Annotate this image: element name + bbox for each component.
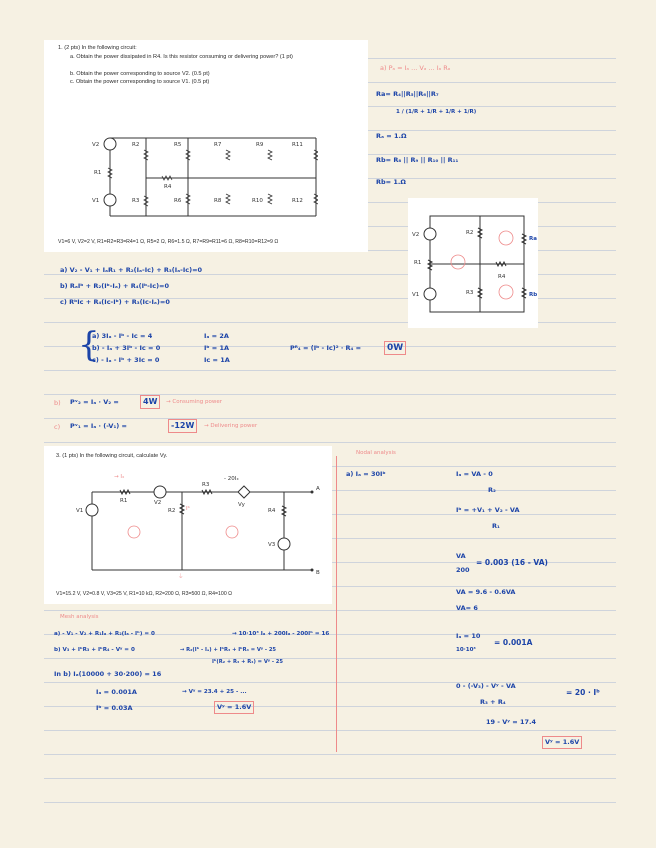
small-circuit-label-v2: V2 xyxy=(412,232,420,238)
mesh3-eq-1: a) - V₁ - V₂ + R₁Iₐ + R₂(Iₐ - Iᵇ) = 0 xyxy=(54,631,155,637)
nodal-ia-result: = 0.001A xyxy=(494,638,533,647)
nodal-chain-result: = 20 · Iᵇ xyxy=(566,688,600,697)
nodal-ib: Iᵇ = +V₁ + V₂ - VA xyxy=(456,506,520,514)
circuit3-label-v1: V1 xyxy=(76,508,84,514)
mesh3-eq-2-result: → R₂(Iᵇ - Iₐ) + IᵇR₃ + IᵇR₄ = Vʸ - 25 xyxy=(180,647,277,653)
problem1-item-a: a. Obtain the power dissipated in R4. Is this resistor consuming or delivering power? (1 pt) xyxy=(70,54,293,60)
small-circuit-label-r1: R1 xyxy=(414,260,422,266)
circuit1-label-v2: V2 xyxy=(92,142,100,148)
circuit1-label-r12: R12 xyxy=(292,198,303,204)
nodal-ia-value: Iₐ = 10 xyxy=(456,632,481,640)
mesh-eq-a: a) V₂ - V₁ + IₐR₁ + R₂(Iₐ-Iᴄ) + R₃(Iₐ-Iᴄ)=0 xyxy=(60,266,203,274)
circuit1-label-r10: R10 xyxy=(252,198,263,204)
notes-divider xyxy=(336,456,337,752)
circuit3-annot-ix: → Iₓ xyxy=(114,474,125,480)
part-b-label: b) xyxy=(54,399,61,407)
power-v1-note: → Delivering power xyxy=(204,423,258,429)
problem1-item-b: b. Obtain the power corresponding to source V2. (0.5 pt) xyxy=(70,71,210,77)
problem3-card xyxy=(44,446,332,604)
circuit3-label-a: A xyxy=(316,486,320,492)
system-eq-c: c) - Iₐ - Iᵇ + 3Iᴄ = 0 xyxy=(92,356,160,364)
mesh3-vy-final: Vʸ = 1.6V xyxy=(214,701,254,714)
notes1-ra-frac: 1 / (1/R + 1/R + 1/R + 1/R) xyxy=(396,109,477,115)
problem1-card xyxy=(44,40,368,252)
notes1-ra-eq: Ra= R₄||R₅||R₆||R₇ xyxy=(376,90,439,98)
nodal-chain2: 19 - Vʸ = 17.4 xyxy=(486,718,537,726)
problem1-heading: 1. (2 pts) In the following circuit: xyxy=(58,45,137,51)
mesh3-eq-2: b) V₃ + IᵇR₃ + IᵇR₄ - Vʸ = 0 xyxy=(54,647,135,653)
circuit3-label-b: B xyxy=(316,570,320,576)
power-r4: Pᴿ₄ = (Iᵇ - Iᴄ)² · R₄ = xyxy=(290,344,362,352)
circuit1-label-r11: R11 xyxy=(292,142,303,148)
circuit3-label-r4: R4 xyxy=(268,508,276,514)
power-v1-value: -12W xyxy=(168,419,197,433)
nodal-chain: 0 - (-V₃) - Vʸ - VA xyxy=(456,682,516,690)
small-circuit-label-ra: Ra xyxy=(529,236,537,242)
mesh3-eq-1-result: → 10·10³ Iₐ + 200Iₐ - 200Iᵇ = 16 xyxy=(232,631,330,637)
small-circuit-label-v1: V1 xyxy=(412,292,420,298)
problem1-circuit xyxy=(88,128,318,228)
circuit3-label-r2: R2 xyxy=(168,508,176,514)
nodal-ia-value-den: 10·10³ xyxy=(456,647,476,653)
power-v2-value: 4W xyxy=(140,395,160,409)
nodal-vy-final: Vʸ = 1.6V xyxy=(542,736,582,749)
nodal-va-line: VA = 9.6 - 0.6VA xyxy=(456,588,516,596)
notes1-rb-eq: Rb= R₈ || R₉ || R₁₀ || R₁₁ xyxy=(376,156,459,164)
small-circuit-label-r2: R2 xyxy=(466,230,474,236)
circuit3-annot-ground: ⏚ xyxy=(178,574,184,578)
nodal-ia-den: R₂ xyxy=(488,486,496,494)
nodal-va-value: VA= 6 xyxy=(456,604,478,612)
power-r4-value: 0W xyxy=(384,341,406,355)
circuit1-label-r1: R1 xyxy=(94,170,102,176)
circuit1-label-v1: V1 xyxy=(92,198,100,204)
circuit3-label-r3: R3 xyxy=(202,482,210,488)
system-brace: { xyxy=(78,325,100,365)
nodal-va-eq: = 0.003 (16 - VA) xyxy=(476,558,548,567)
circuit1-label-r7: R7 xyxy=(214,142,222,148)
solution-ia: Iₐ = 2A xyxy=(204,332,229,340)
power-v1: Pᵛ₁ = Iₐ · (-V₁) = xyxy=(70,422,127,430)
notes1-top-pink: a) Pₐ = Iₐ ... Vₐ ... Iₐ Rₐ xyxy=(380,64,451,72)
problem1-item-c: c. Obtain the power corresponding to source V1. (0.5 pt) xyxy=(70,79,210,85)
nodal-ia: Iₐ = VA - 0 xyxy=(456,470,493,478)
circuit1-label-r2: R2 xyxy=(132,142,140,148)
mesh-eq-b: b) RₐIᵇ + R₂(Iᵇ-Iₐ) + R₄(Iᵇ-Iᴄ)=0 xyxy=(60,282,170,290)
circuit1-label-r9: R9 xyxy=(256,142,264,148)
mesh3-eq-4-result: → Vʸ = 23.4 + 25 - ... xyxy=(182,689,247,695)
mesh-eq-c: c) RᵇIᴄ + R₄(Iᴄ-Iᵇ) + R₃(Iᴄ-Iₐ)=0 xyxy=(60,298,170,306)
small-circuit-label-r3: R3 xyxy=(466,290,474,296)
mesh3-eq-4: Iₐ = 0.001A xyxy=(96,688,137,696)
circuit3-label-v3: V3 xyxy=(268,542,276,548)
circuit3-label-r1: R1 xyxy=(120,498,128,504)
mesh3-eq-2-result-b: Iᵇ(R₂ + R₃ + R₄) = Vʸ - 25 xyxy=(212,659,283,665)
small-circuit-label-rb: Rb xyxy=(529,292,538,298)
circuit3-label-v2: V2 xyxy=(154,500,162,506)
power-v2: Pᵛ₂ = Iₐ · V₂ = xyxy=(70,398,119,406)
mesh-title: Mesh analysis xyxy=(60,614,99,620)
part-c-label: c) xyxy=(54,423,61,431)
mesh3-eq-5: Iᵇ = 0.03A xyxy=(96,704,133,712)
circuit3-label-vy: Vy xyxy=(238,502,245,508)
circuit1-label-r8: R8 xyxy=(214,198,222,204)
circuit1-label-r6: R6 xyxy=(174,198,182,204)
mesh3-eq-3: In b) Iₐ(10000 + 30·200) = 16 xyxy=(54,670,162,678)
notes1-small-circuit xyxy=(408,198,538,328)
circuit1-label-r4: R4 xyxy=(164,184,172,190)
small-circuit-label-r4: R4 xyxy=(498,274,506,280)
problem3-given: V1=15.2 V, V2=0.8 V, V3=25 V, R1=10 kΩ, R2=200 Ω, R3=500 Ω, R4=100 Ω xyxy=(56,591,233,597)
notes1-rb-val: Rb= 1.Ω xyxy=(376,178,406,186)
system-eq-a: a) 3Iₐ - Iᵇ - Iᴄ = 4 xyxy=(92,332,153,340)
circuit3-annot-ib: Iᵇ xyxy=(186,506,190,512)
problem1-given: V1=6 V, V2=2 V, R1=R2=R3=R4=1 Ω, R5=2 Ω, R6=1.5 Ω, R7=R9=R11=6 Ω, R8=R10=R12=9 Ω xyxy=(58,239,279,245)
nodal-a-eq: a) Iₐ = 30Iᵇ xyxy=(346,470,386,478)
nodal-va-frac: VA xyxy=(456,552,466,560)
nodal-ib-den: R₁ xyxy=(492,522,500,530)
problem3-circuit xyxy=(74,466,324,578)
circuit3-dep-source: - 20Iₓ xyxy=(224,476,239,482)
circuit1-label-r3: R3 xyxy=(132,198,140,204)
nodal-title: Nodal analysis xyxy=(356,450,396,456)
solution-ic: Iᴄ = 1A xyxy=(204,356,230,364)
nodal-chain-den: R₃ + R₄ xyxy=(480,698,506,706)
problem3-heading: 3. (1 pts) In the following circuit, calculate Vy. xyxy=(56,453,168,459)
solution-ib: Iᵇ = 1A xyxy=(204,344,230,352)
circuit1-label-r5: R5 xyxy=(174,142,182,148)
power-v2-note: → Consuming power xyxy=(166,399,223,405)
notes1-ra-val: Rₐ = 1.Ω xyxy=(376,132,407,140)
system-eq-b: b) - Iₐ + 3Iᵇ - Iᴄ = 0 xyxy=(92,344,161,352)
nodal-va-den: 200 xyxy=(456,566,470,574)
